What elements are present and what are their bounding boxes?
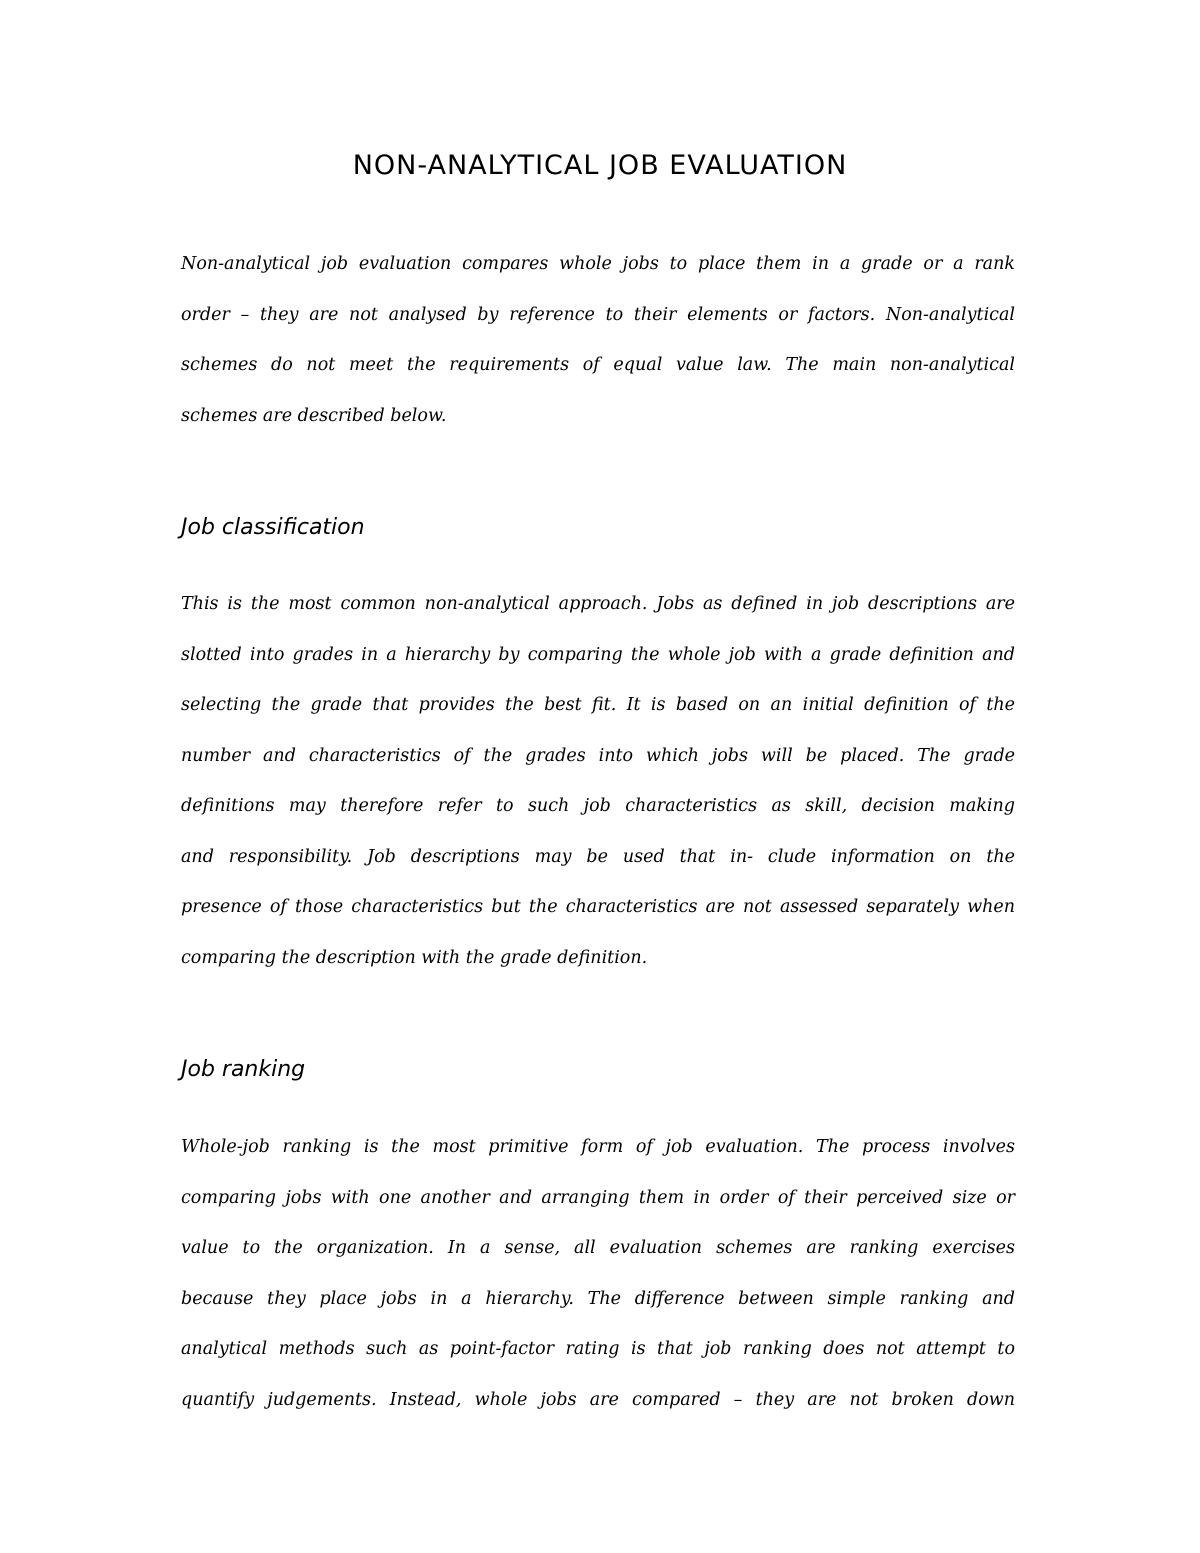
text-line: number and characteristics of the grades into which jobs will be placed. The grade xyxy=(181,745,1015,766)
text-line: selecting the grade that provides the best fit. It is based on an initial definition of the xyxy=(181,695,1015,715)
document-title: NON-ANALYTICAL JOB EVALUATION xyxy=(352,150,848,181)
text-line: comparing jobs with one another and arranging them in order of their perceived size or xyxy=(181,1187,1015,1208)
text-line: order – they are not analysed by reference to their elements or factors. Non-analytical xyxy=(181,304,1015,325)
text-line: analytical methods such as point-factor rating is that job ranking does not attempt to xyxy=(181,1339,1015,1359)
text-line: because they place jobs in a hierarchy. The difference between simple ranking and xyxy=(181,1288,1015,1309)
text-line: schemes do not meet the requirements of equal value law. The main non-analytical xyxy=(181,355,1015,375)
text-line: comparing the description with the grade definition. xyxy=(181,947,648,968)
intro-paragraph xyxy=(181,252,1015,454)
text-line: schemes are described below. xyxy=(181,405,447,426)
text-line: Non-analytical job evaluation compares whole jobs to place them in a grade or a rank xyxy=(181,254,1015,274)
text-line: This is the most common non-analytical approach. Jobs as defined in job descriptions are xyxy=(181,594,1015,614)
text-line: and responsibility. Job descriptions may be used that in- clude information on the xyxy=(181,846,1015,867)
section-heading-job-ranking: Job ranking xyxy=(181,1057,306,1082)
job-ranking-paragraph xyxy=(181,1135,1015,1438)
text-line: slotted into grades in a hierarchy by comparing the whole job with a grade definition and xyxy=(181,644,1015,665)
job-classification-paragraph xyxy=(181,592,1015,996)
section-heading-job-classification: Job classification xyxy=(181,515,365,540)
text-line: presence of those characteristics but the characteristics are not assessed separately when xyxy=(181,897,1015,917)
text-line: Whole-job ranking is the most primitive form of job evaluation. The process involves xyxy=(181,1137,1015,1157)
text-line: value to the organization. In a sense, all evaluation schemes are ranking exercises xyxy=(181,1238,1015,1258)
text-line: definitions may therefore refer to such job characteristics as skill, decision making xyxy=(181,796,1015,816)
text-line: quantify judgements. Instead, whole jobs are compared – they are not broken down xyxy=(181,1389,1015,1410)
